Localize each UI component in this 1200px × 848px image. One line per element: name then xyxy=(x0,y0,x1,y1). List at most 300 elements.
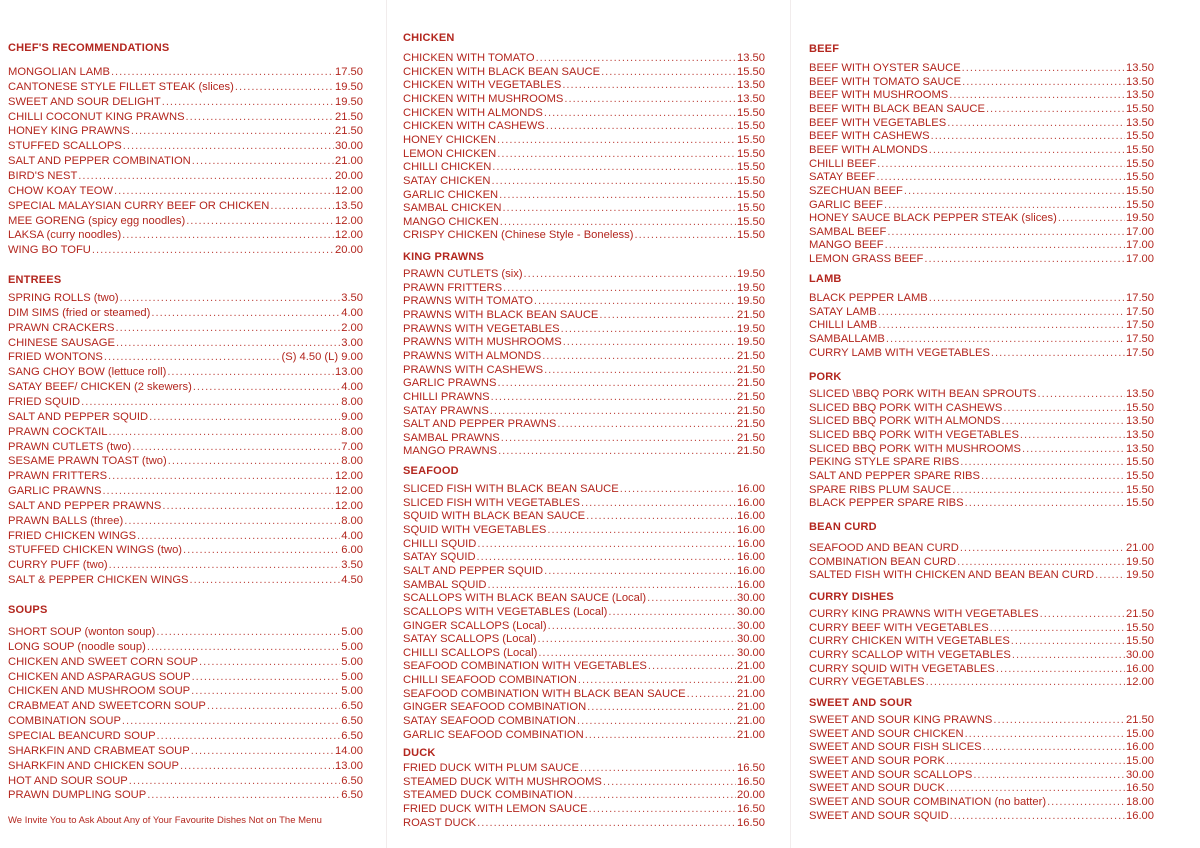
menu-item-name: BEEF WITH ALMONDS xyxy=(809,143,928,156)
menu-item-price: 15.50 xyxy=(737,174,765,187)
section-heading: PORK xyxy=(809,371,842,383)
menu-item-price: 15.50 xyxy=(1126,171,1154,184)
dot-leader xyxy=(547,524,736,538)
menu-item-name: MANGO CHICKEN xyxy=(403,215,499,228)
menu-item-name: FRIED WONTONS xyxy=(8,351,103,364)
menu-item xyxy=(809,130,1154,144)
menu-item-name: CURRY CHICKEN WITH VEGETABLES xyxy=(809,635,1010,648)
menu-item xyxy=(8,441,363,455)
menu-item-name: PRAWNS WITH CASHEWS xyxy=(403,363,544,376)
menu-item-price: 13.50 xyxy=(1126,388,1154,400)
menu-item-price: 4.50 xyxy=(341,574,363,587)
menu-item-name: SANG CHOY BOW (lettuce roll) xyxy=(8,366,167,379)
menu-item xyxy=(403,268,765,282)
dot-leader xyxy=(578,674,736,688)
dot-leader xyxy=(929,144,1125,158)
menu-item-name: COMBINATION SOUP xyxy=(8,715,121,728)
menu-item-price: 12.00 xyxy=(1126,676,1154,689)
menu-item xyxy=(809,443,1154,457)
menu-item-name: SATAY PRAWNS xyxy=(403,404,489,417)
menu-item-price: 15.50 xyxy=(1126,483,1154,496)
menu-item-name: MONGOLIAN LAMB xyxy=(8,66,110,78)
section-heading: CHICKEN xyxy=(403,32,455,44)
menu-item-price: 5.00 xyxy=(341,655,363,668)
menu-item-name: CHICKEN WITH MUSHROOMS xyxy=(403,92,564,105)
menu-item xyxy=(403,282,765,296)
menu-item xyxy=(809,306,1154,320)
menu-item-name: SZECHUAN BEEF xyxy=(809,184,903,197)
dot-leader xyxy=(162,500,334,514)
menu-item xyxy=(8,229,363,243)
menu-item-name: CURRY KING PRAWNS WITH VEGETABLES xyxy=(809,608,1039,620)
dot-leader xyxy=(190,574,341,588)
dot-leader xyxy=(981,470,1125,484)
dot-leader xyxy=(983,741,1125,755)
menu-item xyxy=(809,635,1154,649)
dot-leader xyxy=(191,685,340,699)
dot-leader xyxy=(634,229,736,243)
menu-item xyxy=(809,117,1154,131)
menu-item-price: 16.00 xyxy=(737,496,765,509)
menu-item-price: 17.50 xyxy=(1126,292,1154,304)
menu-item-price: 19.50 xyxy=(737,295,765,308)
dot-leader xyxy=(149,411,340,425)
menu-item-name: CHICKEN WITH VEGETABLES xyxy=(403,79,562,92)
menu-item xyxy=(809,663,1154,677)
menu-item xyxy=(809,333,1154,347)
dot-leader xyxy=(946,782,1125,796)
menu-item xyxy=(403,497,765,511)
menu-item-name: SLICED FISH WITH BLACK BEAN SAUCE xyxy=(403,483,619,495)
menu-item-price: 16.00 xyxy=(737,578,765,591)
menu-item-name: STEAMED DUCK COMBINATION xyxy=(403,789,574,802)
dot-leader xyxy=(503,282,736,296)
menu-item xyxy=(809,76,1154,90)
menu-item-name: MEE GORENG (spicy egg noodles) xyxy=(8,214,186,227)
menu-item-name: CURRY SCALLOP WITH VEGETABLES xyxy=(809,648,1011,661)
menu-item xyxy=(809,741,1154,755)
menu-item-price: 15.50 xyxy=(1126,143,1154,156)
menu-item xyxy=(8,775,363,789)
menu-item-name: HONEY KING PRAWNS xyxy=(8,125,130,138)
menu-item-name: CRABMEAT AND SWEETCORN SOUP xyxy=(8,700,206,713)
menu-item-name: SWEET AND SOUR FISH SLICES xyxy=(809,741,982,754)
menu-item-price: 21.50 xyxy=(737,431,765,444)
dot-leader xyxy=(563,336,736,350)
dot-leader xyxy=(114,185,334,199)
menu-item-price: 20.00 xyxy=(335,169,363,182)
dot-leader xyxy=(544,364,736,378)
menu-item-price: 30.00 xyxy=(737,619,765,632)
dot-leader xyxy=(589,803,736,817)
menu-item-price: 13.50 xyxy=(737,79,765,92)
menu-item-name: SWEET AND SOUR KING PRAWNS xyxy=(809,714,993,726)
dot-leader xyxy=(497,134,736,148)
menu-item-price: 30.00 xyxy=(737,592,765,605)
menu-item-price: 15.50 xyxy=(1126,621,1154,634)
menu-item-price: 16.50 xyxy=(737,775,765,788)
dot-leader xyxy=(488,579,736,593)
menu-item-price: 16.50 xyxy=(1126,782,1154,795)
menu-item-price: 6.00 xyxy=(341,544,363,557)
dot-leader xyxy=(993,714,1125,728)
dot-leader xyxy=(92,244,334,258)
menu-item-price: 21.50 xyxy=(737,390,765,403)
menu-item xyxy=(403,729,765,743)
menu-item-name: BEEF WITH CASHEWS xyxy=(809,130,930,143)
dot-leader xyxy=(137,530,340,544)
menu-item-name: SALTED FISH WITH CHICKEN AND BEAN BEAN CURD xyxy=(809,569,1095,582)
dot-leader xyxy=(180,760,334,774)
menu-item-price: 13.50 xyxy=(1126,75,1154,88)
menu-item xyxy=(403,524,765,538)
menu-item-name: CHICKEN AND MUSHROOM SOUP xyxy=(8,685,191,698)
section-heading: CHEF'S RECOMMENDATIONS xyxy=(8,42,170,54)
dot-leader xyxy=(500,216,736,230)
menu-item-price: 21.00 xyxy=(737,687,765,700)
menu-item-price: 15.50 xyxy=(737,202,765,215)
menu-item-name: CURRY SQUID WITH VEGETABLES xyxy=(809,662,995,675)
menu-item xyxy=(403,606,765,620)
menu-item-name: CHILLI BEEF xyxy=(809,157,877,170)
menu-item xyxy=(809,608,1154,622)
menu-item-name: SALT AND PEPPER PRAWNS xyxy=(403,418,557,431)
menu-item-name: HONEY CHICKEN xyxy=(403,133,497,146)
dot-leader xyxy=(186,111,334,125)
section-heading: LAMB xyxy=(809,273,842,285)
menu-item-name: SLICED BBQ PORK WITH ALMONDS xyxy=(809,415,1001,428)
menu-item-name: CHICKEN WITH CASHEWS xyxy=(403,120,545,133)
menu-item-price: 13.50 xyxy=(1126,415,1154,428)
menu-item-price: 4.00 xyxy=(341,381,363,394)
menu-item xyxy=(403,418,765,432)
menu-item-price: 15.50 xyxy=(737,215,765,228)
menu-item-price: 6.50 xyxy=(341,715,363,728)
menu-item-name: CHILLI LAMB xyxy=(809,319,878,332)
menu-item-name: MANGO PRAWNS xyxy=(403,445,498,458)
section-heading: CURRY DISHES xyxy=(809,591,894,603)
menu-item xyxy=(403,93,765,107)
dot-leader xyxy=(81,396,340,410)
menu-item xyxy=(809,569,1154,583)
menu-item xyxy=(8,715,363,729)
dot-leader xyxy=(122,229,334,243)
menu-item-price: 21.50 xyxy=(737,349,765,362)
menu-item-name: GARLIC BEEF xyxy=(809,198,883,211)
dot-leader xyxy=(878,319,1125,333)
menu-item-name: SLICED BBQ PORK WITH CASHEWS xyxy=(809,401,1003,414)
menu-item-price: 15.50 xyxy=(737,133,765,146)
menu-item-name: SAMBALLAMB xyxy=(809,332,885,345)
menu-item xyxy=(8,515,363,529)
dot-leader xyxy=(586,510,736,524)
dot-leader xyxy=(162,96,334,110)
menu-item-name: CANTONESE STYLE FILLET STEAK (slices) xyxy=(8,80,234,93)
page-fold xyxy=(386,0,387,848)
dot-leader xyxy=(124,515,340,529)
dot-leader xyxy=(1003,402,1125,416)
menu-item-name: CURRY VEGETABLES xyxy=(809,676,925,689)
menu-item xyxy=(8,125,363,139)
menu-item-price: 30.00 xyxy=(737,646,765,659)
menu-item-name: SAMBAL BEEF xyxy=(809,225,887,238)
menu-item xyxy=(8,366,363,380)
menu-item-name: SEAFOOD COMBINATION WITH BLACK BEAN SAUCE xyxy=(403,687,686,700)
menu-item xyxy=(809,497,1154,511)
menu-item-price: 13.50 xyxy=(1126,442,1154,455)
menu-item xyxy=(809,212,1154,226)
menu-item xyxy=(403,405,765,419)
menu-item-name: PRAWN CUTLETS (two) xyxy=(8,440,132,453)
dot-leader xyxy=(491,175,736,189)
menu-item-price: 21.50 xyxy=(737,404,765,417)
menu-item xyxy=(8,760,363,774)
menu-item-name: CURRY BEEF WITH VEGETABLES xyxy=(809,621,989,634)
menu-item-name: CHILLI SQUID xyxy=(403,537,477,550)
menu-item-name: SALT AND PEPPER SQUID xyxy=(403,564,544,577)
menu-item-name: PRAWN COCKTAIL xyxy=(8,425,108,438)
dot-leader xyxy=(498,445,736,459)
menu-item-price: 15.50 xyxy=(1126,635,1154,648)
menu-item xyxy=(8,140,363,154)
dot-leader xyxy=(186,215,334,229)
menu-item-name: SATAY LAMB xyxy=(809,305,877,318)
menu-item-name: STUFFED SCALLOPS xyxy=(8,140,122,153)
menu-item-name: CHILLI PRAWNS xyxy=(403,390,490,403)
menu-item-price: 8.00 xyxy=(341,455,363,468)
menu-item-price: 19.50 xyxy=(1126,212,1154,225)
menu-item xyxy=(403,579,765,593)
dot-leader xyxy=(885,239,1125,253)
dot-leader xyxy=(608,606,736,620)
dot-leader xyxy=(950,810,1125,824)
menu-item-name: SHARKFIN AND CRABMEAT SOUP xyxy=(8,744,190,757)
dot-leader xyxy=(270,200,334,214)
menu-item xyxy=(809,415,1154,429)
dot-leader xyxy=(123,140,334,154)
dot-leader xyxy=(109,559,341,573)
dot-leader xyxy=(131,125,334,139)
menu-item-price: 16.00 xyxy=(737,537,765,550)
menu-item xyxy=(403,391,765,405)
menu-item-name: CHILLI COCONUT KING PRAWNS xyxy=(8,110,185,123)
menu-item-price: 16.00 xyxy=(737,510,765,523)
dot-leader xyxy=(952,484,1125,498)
menu-item-price: 15.50 xyxy=(737,106,765,119)
menu-item xyxy=(8,685,363,699)
menu-item-price: 12.00 xyxy=(335,214,363,227)
menu-item xyxy=(403,647,765,661)
dot-leader xyxy=(620,483,736,497)
menu-item-price: 15.50 xyxy=(1126,157,1154,170)
menu-item-name: SWEET AND SOUR SCALLOPS xyxy=(809,768,973,781)
menu-item xyxy=(809,796,1154,810)
dot-leader xyxy=(878,306,1125,320)
menu-item xyxy=(403,817,765,831)
menu-item-price: 16.00 xyxy=(1126,809,1154,822)
menu-item-price: 21.50 xyxy=(335,125,363,138)
menu-item xyxy=(809,185,1154,199)
menu-item xyxy=(403,364,765,378)
dot-leader xyxy=(235,81,334,95)
dot-leader xyxy=(1047,796,1125,810)
dot-leader xyxy=(877,158,1125,172)
menu-item-name: SALT AND PEPPER COMBINATION xyxy=(8,155,191,168)
menu-item-price: 16.50 xyxy=(737,762,765,774)
menu-item-price: 3.00 xyxy=(341,336,363,349)
dot-leader xyxy=(132,441,340,455)
menu-item-name: PRAWN FRITTERS xyxy=(403,281,503,294)
menu-item xyxy=(809,62,1154,76)
menu-item-name: CHICKEN WITH TOMATO xyxy=(403,52,535,64)
menu-item-price: 5.00 xyxy=(341,626,363,638)
menu-item-name: PRAWNS WITH BLACK BEAN SAUCE xyxy=(403,308,599,321)
dot-leader xyxy=(557,418,736,432)
menu-item-name: PRAWN CUTLETS (six) xyxy=(403,268,523,280)
menu-item-price: 4.00 xyxy=(341,529,363,542)
page-fold xyxy=(790,0,791,848)
menu-item-price: 21.00 xyxy=(737,674,765,687)
section-heading: SOUPS xyxy=(8,604,48,616)
menu-item xyxy=(403,510,765,524)
menu-item xyxy=(8,626,363,640)
menu-item xyxy=(8,730,363,744)
menu-item-name: LONG SOUP (noodle soup) xyxy=(8,640,146,653)
dot-leader xyxy=(147,789,340,803)
section-heading: DUCK xyxy=(403,747,436,759)
menu-item-price: 3.50 xyxy=(341,559,363,572)
menu-item-name: SQUID WITH VEGETABLES xyxy=(403,523,547,536)
menu-item-name: CHILLI SEAFOOD COMBINATION xyxy=(403,674,577,687)
dot-leader xyxy=(157,730,341,744)
menu-item-name: LEMON GRASS BEEF xyxy=(809,253,924,266)
dot-leader xyxy=(501,432,736,446)
menu-item xyxy=(403,776,765,790)
menu-item xyxy=(403,189,765,203)
dot-leader xyxy=(886,333,1125,347)
menu-item-name: HONEY SAUCE BLACK PEPPER STEAK (slices) xyxy=(809,212,1057,225)
menu-item xyxy=(403,336,765,350)
menu-item-price: 16.00 xyxy=(737,483,765,495)
menu-item xyxy=(403,538,765,552)
menu-item-price: 21.00 xyxy=(1126,542,1154,554)
menu-item-name: BEEF WITH TOMATO SAUCE xyxy=(809,75,962,88)
menu-item xyxy=(809,292,1154,306)
menu-item-name: CURRY LAMB WITH VEGETABLES xyxy=(809,346,990,359)
menu-item-price: 19.50 xyxy=(1126,555,1154,568)
menu-item xyxy=(809,622,1154,636)
menu-item xyxy=(809,347,1154,361)
menu-item-price: 19.50 xyxy=(737,268,765,280)
dot-leader xyxy=(924,253,1125,267)
menu-item xyxy=(809,484,1154,498)
menu-item-price: 18.00 xyxy=(1126,795,1154,808)
dot-leader xyxy=(687,688,736,702)
menu-item-name: SATAY BEEF xyxy=(809,171,876,184)
menu-item-price: 5.00 xyxy=(341,640,363,653)
menu-item-price: 30.00 xyxy=(737,633,765,646)
menu-item xyxy=(403,715,765,729)
menu-item xyxy=(8,789,363,803)
menu-item-name: LAKSA (curry noodles) xyxy=(8,229,122,242)
dot-leader xyxy=(960,456,1125,470)
dot-leader xyxy=(887,226,1125,240)
menu-item-price: 15.50 xyxy=(1126,456,1154,469)
menu-item-name: SHARKFIN AND CHICKEN SOUP xyxy=(8,759,179,772)
dot-leader xyxy=(477,817,736,831)
dot-leader xyxy=(151,307,340,321)
menu-item-price: 17.50 xyxy=(335,66,363,78)
dot-leader xyxy=(183,544,340,558)
menu-item-price: 6.50 xyxy=(341,700,363,713)
dot-leader xyxy=(1040,608,1125,622)
menu-item xyxy=(8,470,363,484)
menu-item-price: 13.50 xyxy=(1126,62,1154,74)
menu-item xyxy=(403,323,765,337)
menu-item-name: SQUID WITH BLACK BEAN SAUCE xyxy=(403,510,586,523)
menu-item-price: 16.00 xyxy=(1126,741,1154,754)
menu-item-price: 15.00 xyxy=(1126,754,1154,767)
dot-leader xyxy=(497,148,736,162)
menu-item-name: SAMBAL CHICKEN xyxy=(403,202,502,215)
menu-item-price: 14.00 xyxy=(335,744,363,757)
menu-item-price: 3.50 xyxy=(341,292,363,304)
menu-item-price: 13.50 xyxy=(1126,89,1154,102)
dot-leader xyxy=(191,745,334,759)
menu-item-price: 5.00 xyxy=(341,685,363,698)
menu-item xyxy=(403,350,765,364)
menu-item-name: CHICKEN WITH BLACK BEAN SAUCE xyxy=(403,65,601,78)
menu-item-price: 15.50 xyxy=(737,188,765,201)
menu-item-name: MANGO BEEF xyxy=(809,239,884,252)
menu-item-price: 13.50 xyxy=(335,199,363,212)
dot-leader xyxy=(973,769,1125,783)
menu-item-name: GARLIC PRAWNS xyxy=(403,377,497,390)
menu-item-price: 20.00 xyxy=(335,244,363,257)
dot-leader xyxy=(192,671,341,685)
menu-item-name: SAMBAL PRAWNS xyxy=(403,431,500,444)
menu-item-name: BEEF WITH VEGETABLES xyxy=(809,116,947,129)
menu-item xyxy=(809,728,1154,742)
dot-leader xyxy=(108,470,334,484)
menu-item-price: 8.00 xyxy=(341,395,363,408)
menu-item-price: 16.00 xyxy=(737,523,765,536)
dot-leader xyxy=(192,155,334,169)
menu-item-price: 16.00 xyxy=(737,564,765,577)
dot-leader xyxy=(587,701,736,715)
menu-item-price: 12.00 xyxy=(335,229,363,242)
dot-leader xyxy=(884,199,1125,213)
menu-item-price: 15.50 xyxy=(1126,130,1154,143)
section-heading: KING PRAWNS xyxy=(403,251,485,263)
menu-item xyxy=(403,592,765,606)
menu-item xyxy=(403,148,765,162)
menu-item-name: SEAFOOD COMBINATION WITH VEGETABLES xyxy=(403,660,647,673)
menu-item-price: 17.50 xyxy=(1126,319,1154,332)
menu-item xyxy=(403,120,765,134)
menu-item-name: PEKING STYLE SPARE RIBS xyxy=(809,456,960,469)
menu-item-price: 21.00 xyxy=(335,155,363,168)
dot-leader xyxy=(122,715,340,729)
dot-leader xyxy=(960,542,1125,556)
menu-item xyxy=(403,175,765,189)
menu-item-price: 30.00 xyxy=(1126,768,1154,781)
menu-item-price: 4.00 xyxy=(341,306,363,319)
menu-item xyxy=(403,216,765,230)
menu-item-price: 21.50 xyxy=(737,445,765,458)
menu-item-name: STEAMED DUCK WITH MUSHROOMS xyxy=(403,775,602,788)
menu-item-price: 12.00 xyxy=(335,184,363,197)
